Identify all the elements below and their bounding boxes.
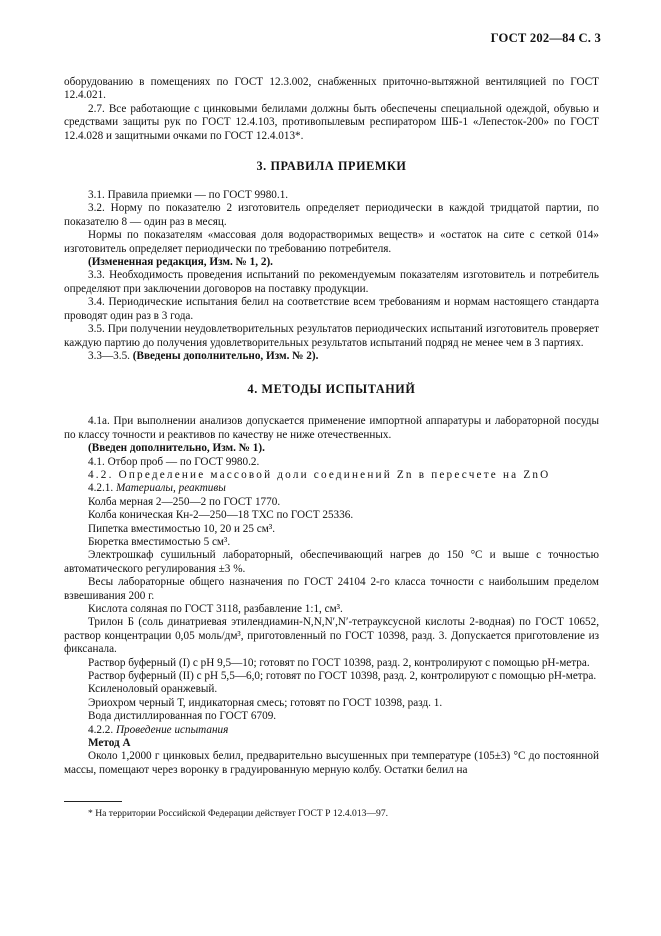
list-item: Раствор буферный (I) с рН 9,5—10; готовят по ГОСТ 10398, разд. 2, контролируют с помощью рН-метра. (88, 656, 590, 669)
paragraph-number: 4.2.1. (88, 482, 116, 495)
amendment-note: (Измененная редакция, Изм. № 1, 2). (88, 256, 273, 269)
list-item: Ксиленоловый оранжевый. (88, 683, 218, 696)
list-item: Колба коническая Кн-2—250—18 ТХС по ГОСТ 25336. (88, 509, 354, 522)
list-item: Вода дистиллированная по ГОСТ 6709. (88, 710, 277, 723)
section-title: 4. МЕТОДЫ ИСПЫТАНИЙ (247, 382, 416, 397)
list-item: Пипетка вместимостью 10, 20 и 25 см³. (88, 522, 275, 535)
list-item: Раствор буферный (II) с рН 5,5—6,0; готовят по ГОСТ 10398, разд. 2, контролируют с помощью рН-метра. (88, 670, 597, 683)
paragraph (64, 350, 599, 363)
paragraph: 4.1. Отбор проб — по ГОСТ 9980.2. (88, 455, 260, 468)
paragraph-number: 4.2.2. (88, 723, 116, 736)
list-item: Весы лабораторные общего назначения по ГОСТ 24104 2-го класса точности с наибольшим пределом взвешивания 200 г. (64, 576, 599, 602)
subsection-title: 4.2. Определение массовой доли соединений Zn в пересчете на ZnO (88, 468, 551, 481)
footnote-divider (64, 801, 122, 802)
list-item: Трилон Б (соль динатриевая этилендиамин-N,N,N′,N′-тетрауксусной кислоты 2-водная) по ГОСТ 10652, раствор концентрации 0,05 моль/дм³, приготовленный по ГОСТ 10398, разд. 3. Допускается приготовление из фиксанала. (64, 616, 599, 656)
paragraph: 3.1. Правила приемки — по ГОСТ 9980.1. (88, 189, 289, 202)
section-title: 3. ПРАВИЛА ПРИЕМКИ (256, 159, 407, 174)
paragraph: 4.1а. При выполнении анализов допускается применение импортной аппаратуры и лабораторной посуды по классу точности и реактивов по качеству не ниже отечественных. (64, 415, 599, 441)
paragraph (64, 724, 599, 737)
paragraph: Нормы по показателям «массовая доля водорастворимых веществ» и «остаток на сите с сеткой 014» изготовитель определяет периодически по требованию потребителя. (64, 229, 599, 255)
list-item: Колба мерная 2—250—2 по ГОСТ 1770. (88, 495, 281, 508)
paragraph: Около 1,2000 г цинковых белил, предварительно высушенных при температуре (105±3) °С до постоянной массы, помещают через воронку в градуированную мерную колбу. Остатки белил на (64, 750, 599, 776)
paragraph: 3.5. При получении неудовлетворительных результатов периодических испытаний изготовитель проверяет каждую партию до получения удовлетворительных результатов испытаний подряд не менее чем в 3 партиях. (64, 323, 599, 349)
paragraph: 3.3. Необходимость проведения испытаний по рекомендуемым показателям изготовитель и потребитель определяют при заключении договоров на поставку продукции. (64, 269, 599, 295)
document-body (64, 76, 599, 777)
subsection-heading: Материалы, реактивы (115, 482, 226, 495)
footnote: * На территории Российской Федерации действует ГОСТ Р 12.4.013—97. (88, 808, 389, 819)
list-item: Кислота соляная по ГОСТ 3118, разбавление 1:1, см³. (88, 603, 343, 615)
list-item: Электрошкаф сушильный лабораторный, обеспечивающий нагрев до 150 °С и выше с точностью автоматического регулирования ±3 %. (64, 549, 599, 575)
list-item: Бюретка вместимостью 5 см³. (88, 535, 231, 548)
method-heading: Метод А (88, 737, 131, 750)
amendment-note: (Введены дополнительно, Изм. № 2). (132, 349, 319, 362)
paragraph: оборудованию в помещениях по ГОСТ 12.3.002, снабженных приточно-вытяжной вентиляцией по ГОСТ 12.4.021. (64, 76, 599, 102)
paragraph: 2.7. Все работающие с цинковыми белилами должны быть обеспечены специальной одеждой, обувью и средствами защиты рук по ГОСТ 12.4.103, противопылевым респиратором ШБ-1 «Лепесток-200» по ГОСТ 12.4.028 и защитными очками по ГОСТ 12.4.013*. (64, 102, 599, 142)
paragraph: 3.2. Норму по показателю 2 изготовитель определяет периодически в каждой тридцатой партии, по показателю 8 — один раз в месяц. (64, 202, 599, 228)
paragraph (64, 482, 599, 495)
subsection-heading: Проведение испытания (115, 723, 229, 736)
amendment-note: (Введен дополнительно, Изм. № 1). (88, 442, 265, 455)
list-item: Эриохром черный Т, индикаторная смесь; готовят по ГОСТ 10398, разд. 1. (88, 696, 443, 709)
paragraph-number: 3.3—3.5. (88, 349, 133, 362)
paragraph: 3.4. Периодические испытания белил на соответствие всем требованиям и нормам настоящего стандарта проводят один раз в 3 года. (64, 296, 599, 322)
page-header: ГОСТ 202—84 С. 3 (490, 31, 601, 45)
